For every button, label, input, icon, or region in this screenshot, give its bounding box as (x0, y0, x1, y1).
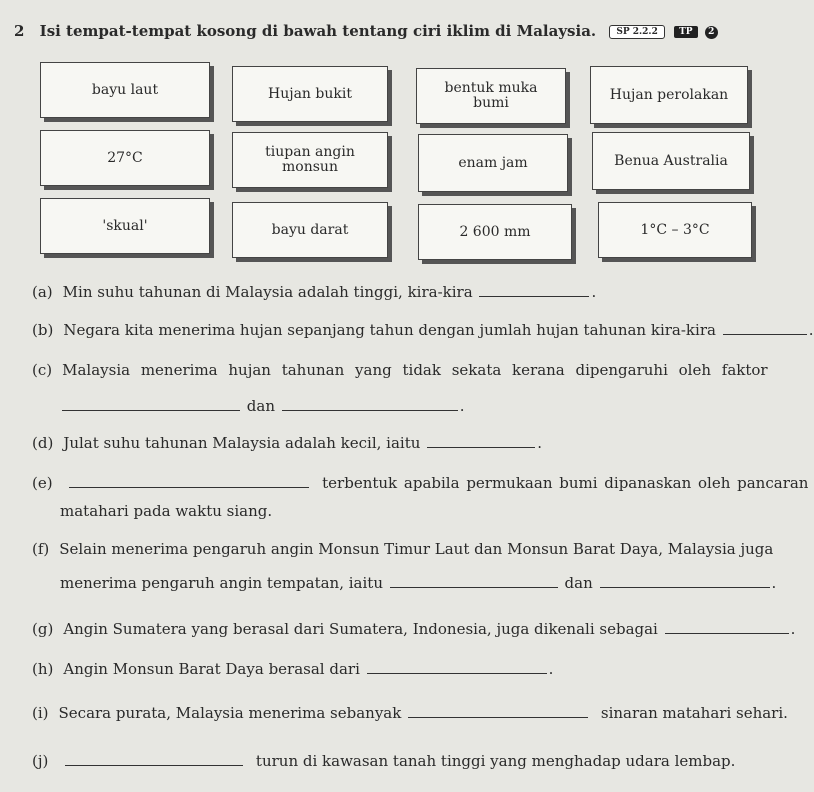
answer-blank[interactable] (65, 764, 243, 766)
word-box: 1°C – 3°C (598, 202, 752, 258)
answer-blank[interactable] (479, 295, 589, 297)
word-box: 2 600 mm (418, 204, 572, 260)
answer-blank[interactable] (390, 586, 558, 588)
question-end: . (548, 660, 554, 678)
word-box: Hujan bukit (232, 66, 388, 122)
answer-blank[interactable] (723, 333, 807, 335)
question-text: Negara kita menerima hujan sepanjang tahun dengan jumlah hujan tahunan kira-kira (63, 321, 716, 339)
question-c-line2 (60, 397, 465, 415)
question-f (32, 540, 773, 558)
question-a (32, 283, 596, 301)
question-text: dan (564, 574, 593, 592)
question-end: . (537, 434, 542, 452)
question-end: . (790, 620, 796, 638)
question-i (32, 704, 788, 722)
tp-tag: TP (674, 26, 697, 38)
question-label: (j) (32, 752, 49, 770)
answer-blank[interactable] (408, 716, 588, 718)
word-box: enam jam (418, 134, 568, 192)
question-text: turun di kawasan tanah tinggi yang menghadap udara lembap. (255, 752, 736, 770)
answer-blank[interactable] (600, 586, 770, 588)
question-text: Selain menerima pengaruh angin Monsun Timur Laut dan Monsun Barat Daya, Malaysia juga (59, 540, 774, 558)
question-number: 2 (14, 22, 25, 40)
word-box: Hujan perolakan (590, 66, 748, 124)
question-text: Malaysia menerima hujan tahunan yang tidak sekata kerana dipengaruhi oleh faktor (62, 361, 768, 379)
answer-blank[interactable] (427, 446, 535, 448)
question-end: . (808, 321, 814, 339)
question-h (32, 660, 553, 678)
question-f-line2 (60, 574, 776, 592)
question-text: Angin Sumatera yang berasal dari Sumatera, Indonesia, juga dikenali sebagai (63, 620, 658, 638)
question-text: Julat suhu tahunan Malaysia adalah kecil, iaitu (63, 434, 421, 452)
question-b (32, 321, 814, 339)
sp-tag: SP 2.2.2 (609, 25, 664, 39)
word-box: 27°C (40, 130, 210, 186)
question-label: (c) (32, 361, 53, 379)
word-box: 'skual' (40, 198, 210, 254)
word-box (416, 68, 566, 124)
word-box-text: bentuk muka bumi (444, 80, 538, 111)
word-box: bayu darat (232, 202, 388, 258)
question-label: (g) (32, 620, 54, 638)
question-label: (a) (32, 283, 53, 301)
word-box-text: tiupan angin monsun (265, 144, 355, 175)
question-text: terbentuk apabila permukaan bumi dipanaskan oleh pancaran (322, 474, 809, 492)
answer-blank[interactable] (665, 632, 789, 634)
answer-blank[interactable] (62, 409, 240, 411)
question-end: . (771, 574, 777, 592)
answer-blank[interactable] (282, 409, 458, 411)
question-end: . (591, 283, 597, 301)
word-box: bayu laut (40, 62, 210, 118)
question-g (32, 620, 795, 638)
word-box: Benua Australia (592, 132, 750, 190)
question-text: Secara purata, Malaysia menerima sebanyak (58, 704, 402, 722)
question-j (32, 752, 735, 770)
word-box (232, 132, 388, 188)
question-end: . (459, 397, 465, 415)
question-e (32, 474, 808, 492)
answer-blank[interactable] (367, 672, 547, 674)
question-label: (d) (32, 434, 54, 452)
question-label: (e) (32, 474, 53, 492)
question-text: sinaran matahari sehari. (600, 704, 788, 722)
question-label: (h) (32, 660, 54, 678)
question-text: menerima pengaruh angin tempatan, iaitu (60, 574, 383, 592)
question-text: Min suhu tahunan di Malaysia adalah tinggi, kira-kira (62, 283, 473, 301)
question-text: dan (246, 397, 275, 415)
question-header (14, 22, 718, 40)
question-e-line2: matahari pada waktu siang. (60, 502, 273, 520)
question-label: (b) (32, 321, 54, 339)
tp-level-badge: 2 (705, 26, 718, 39)
question-text: Angin Monsun Barat Daya berasal dari (63, 660, 360, 678)
question-instruction: Isi tempat-tempat kosong di bawah tentang ciri iklim di Malaysia. (39, 22, 597, 40)
question-label: (i) (32, 704, 49, 722)
question-label: (f) (32, 540, 50, 558)
question-c (32, 361, 768, 379)
question-d (32, 434, 542, 452)
answer-blank[interactable] (69, 486, 309, 488)
